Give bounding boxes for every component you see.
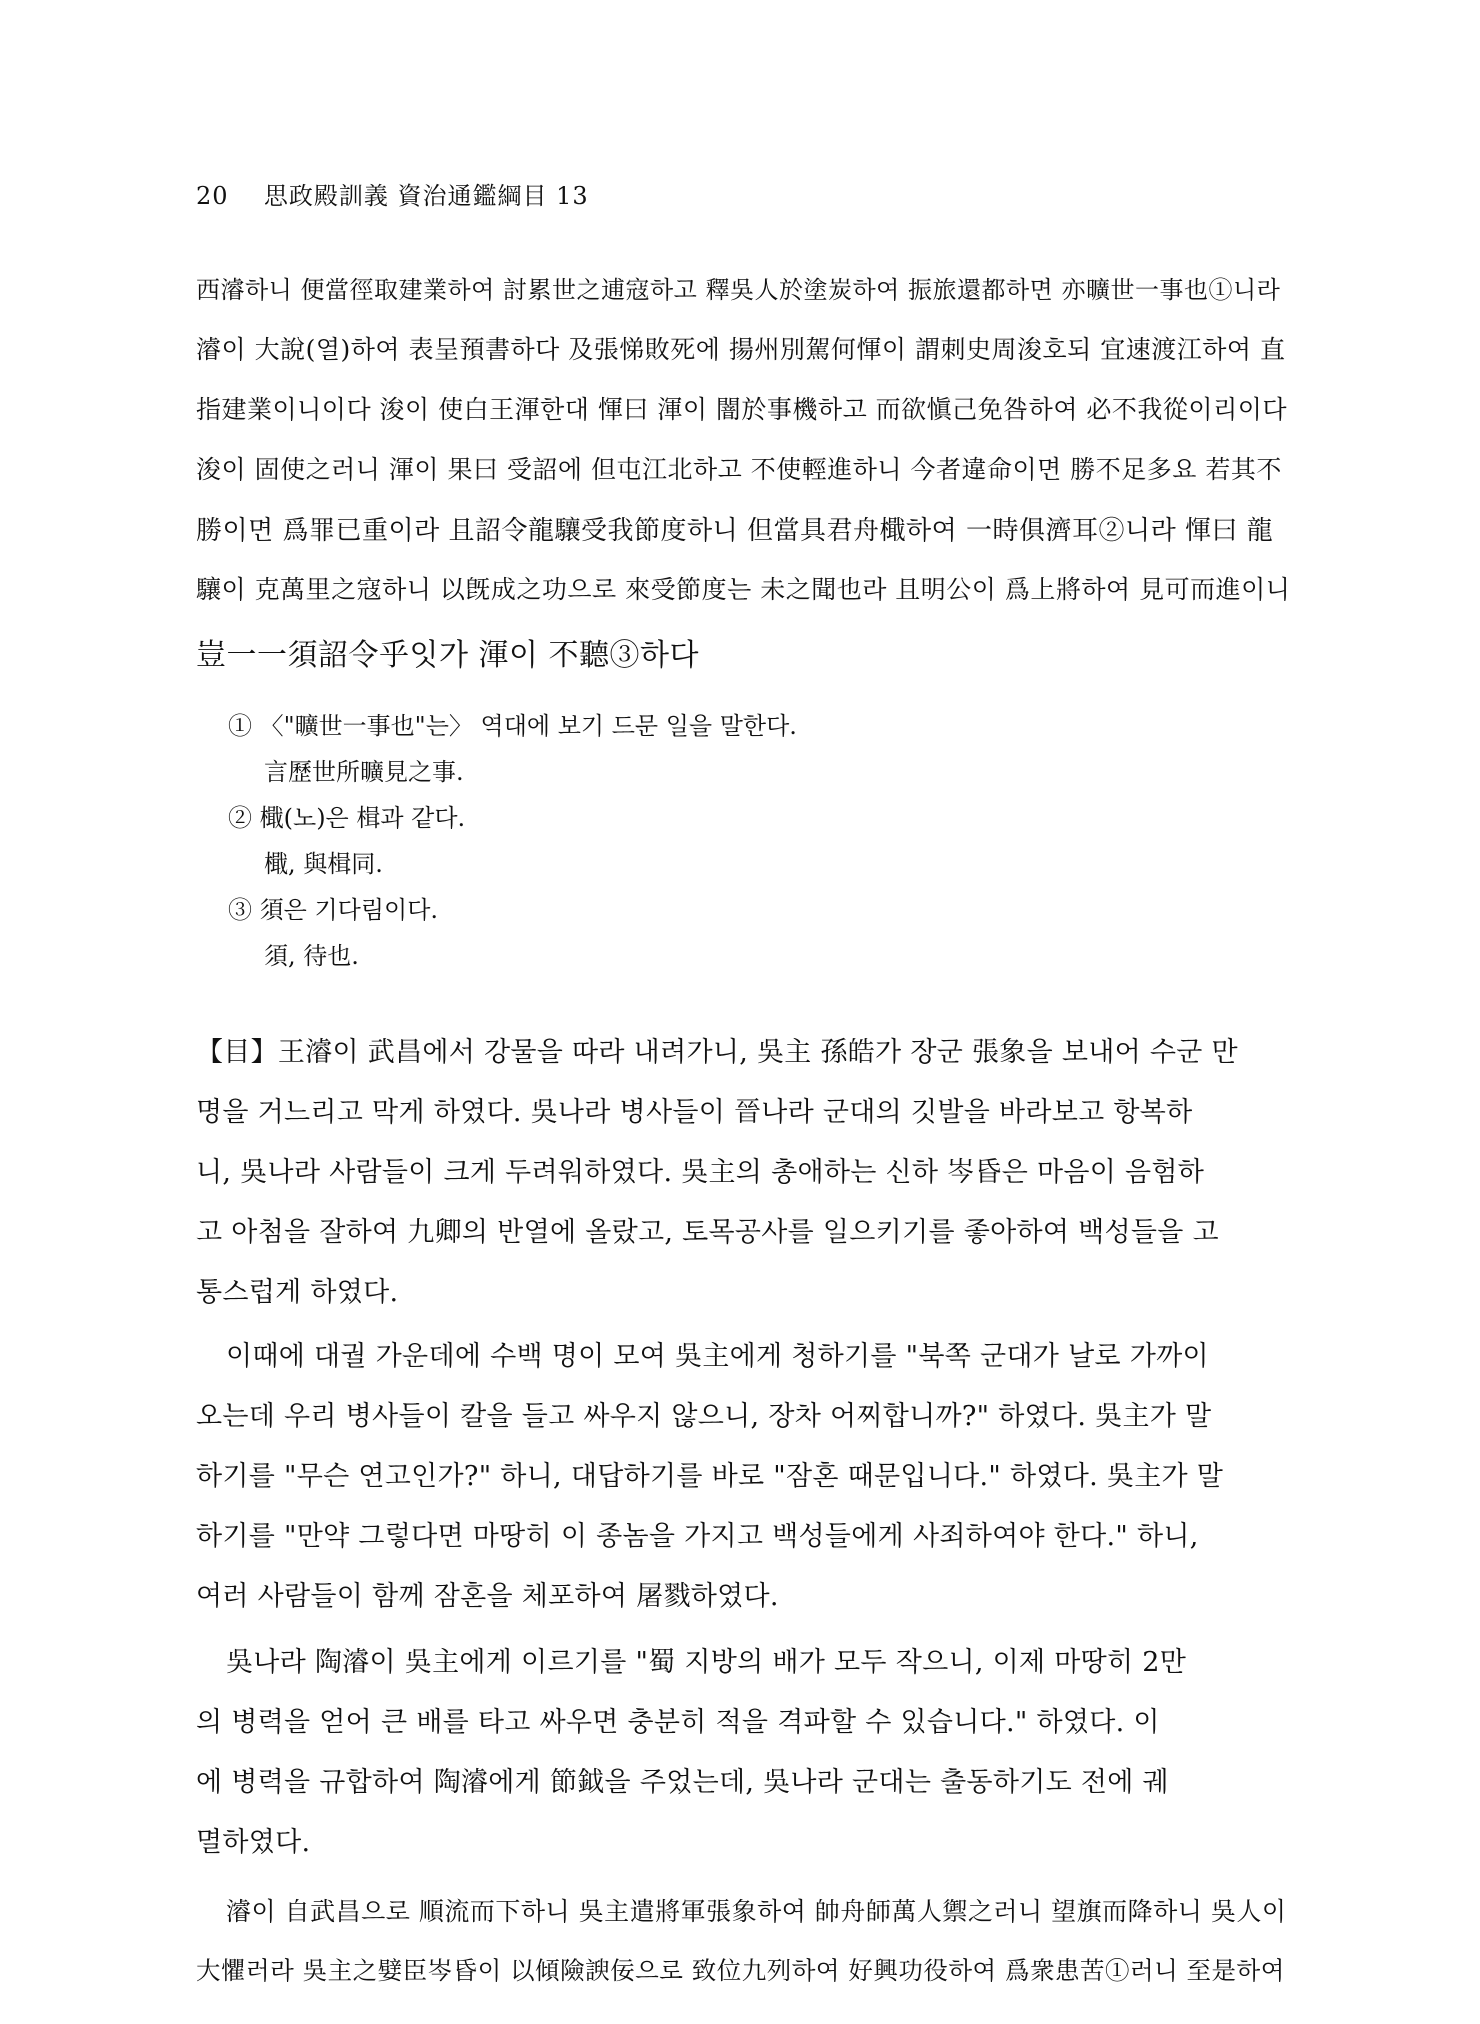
translation-line: 오는데 우리 병사들이 칼을 들고 싸우지 않으니, 장차 어찌합니까?" 하였다. 吳主가 말 <box>196 1401 1212 1432</box>
footnote-korean: 〈"曠世一事也"는〉 역대에 보기 드문 일을 말한다. <box>259 712 797 740</box>
hanmun-line: 濬이 自武昌으로 順流而下하니 吳主遣將軍張象하여 帥舟師萬人禦之러니 望旗而降하니 吳人이 <box>226 1897 1287 1926</box>
translation-line: 고 아첨을 잘하여 九卿의 반열에 올랐고, 토목공사를 일으키기를 좋아하여 백성들을 고 <box>196 1217 1219 1248</box>
footnote-korean: 須은 기다림이다. <box>259 896 439 924</box>
footnote-korean: 檝(노)은 楫과 같다. <box>259 804 466 832</box>
hanmun-line: 浚이 固使之러니 渾이 果曰 受詔에 但屯江北하고 不使輕進하니 今者違命이면 勝不足多요 若其不 <box>196 455 1282 484</box>
page-header <box>196 176 589 211</box>
translation-line: 통스럽게 하였다. <box>196 1277 399 1308</box>
translation-line: 吳나라 陶濬이 吳主에게 이르기를 "蜀 지방의 배가 모두 작으니, 이제 마땅히 2만 <box>226 1647 1187 1678</box>
translation-line: 【目】王濬이 武昌에서 강물을 따라 내려가니, 吳主 孫皓가 장군 張象을 보내어 수군 만 <box>196 1037 1238 1068</box>
footnote-3 <box>228 890 438 925</box>
hanmun-line: 勝이면 爲罪已重이라 且詔令龍驤受我節度하니 但當具君舟檝하여 一時俱濟耳②니라 惲曰 龍 <box>196 516 1274 546</box>
translation-line: 명을 거느리고 막게 하였다. 吳나라 병사들이 晉나라 군대의 깃발을 바라보고 항복하 <box>196 1097 1193 1128</box>
translation-line: 하기를 "무슨 연고인가?" 하니, 대답하기를 바로 "잠혼 때문입니다." 하였다. 吳主가 말 <box>196 1461 1224 1492</box>
translation-line: 여러 사람들이 함께 잠혼을 체포하여 屠戮하였다. <box>196 1581 779 1612</box>
hanmun-line: 大懼러라 吳主之嬖臣岑昏이 以傾險諛佞으로 致位九列하여 好興功役하여 爲衆患苦①러니 至是하여 <box>196 1956 1285 1985</box>
footnote-marker: ③ <box>228 896 252 924</box>
translation-line: 의 병력을 얻어 큰 배를 타고 싸우면 충분히 적을 격파할 수 있습니다." 하였다. 이 <box>196 1707 1160 1738</box>
footnote-3-hanmun: 須, 待也. <box>264 942 359 970</box>
footnote-marker: ① <box>228 712 252 740</box>
hanmun-line: 指建業이니이다 浚이 使白王渾한대 惲曰 渾이 闇於事機하고 而欲愼己免咎하여 必不我從이리이다 <box>196 395 1288 424</box>
hanmun-line: 驤이 克萬里之寇하니 以旣成之功으로 來受節度는 未之聞也라 且明公이 爲上將하여 見可而進이니 <box>196 575 1291 604</box>
translation-line: 이때에 대궐 가운데에 수백 명이 모여 吳主에게 청하기를 "북쪽 군대가 날로 가까이 <box>226 1341 1209 1372</box>
book-title: 思政殿訓義 資治通鑑綱目 13 <box>263 182 589 210</box>
page-number: 20 <box>196 182 229 210</box>
translation-line: 하기를 "만약 그렇다면 마땅히 이 종놈을 가지고 백성들에게 사죄하여야 한다." 하니, <box>196 1521 1199 1552</box>
footnote-marker: ② <box>228 804 252 832</box>
footnote-2-hanmun: 檝, 與楫同. <box>264 850 383 878</box>
translation-line: 니, 吳나라 사람들이 크게 두려워하였다. 吳主의 총애하는 신하 岑昏은 마음이 음험하 <box>196 1157 1205 1188</box>
hanmun-line: 濬이 大說(열)하여 表呈預書하다 及張悌敗死에 揚州別駕何惲이 謂刺史周浚호되 宜速渡江하여 直 <box>196 335 1286 364</box>
footnote-1 <box>228 706 797 741</box>
footnote-2 <box>228 798 465 833</box>
hanmun-line: 西濬하니 便當徑取建業하여 討累世之逋寇하고 釋吳人於塗炭하여 振旅還都하면 亦曠世一事也①니라 <box>196 276 1281 304</box>
translation-line: 에 병력을 규합하여 陶濬에게 節鉞을 주었는데, 吳나라 군대는 출동하기도 전에 궤 <box>196 1767 1169 1798</box>
hanmun-line: 豈一一須詔令乎잇가 渾이 不聽③하다 <box>196 638 699 673</box>
footnote-1-hanmun: 言歷世所曠見之事. <box>264 758 464 786</box>
translation-line: 멸하였다. <box>196 1827 311 1858</box>
